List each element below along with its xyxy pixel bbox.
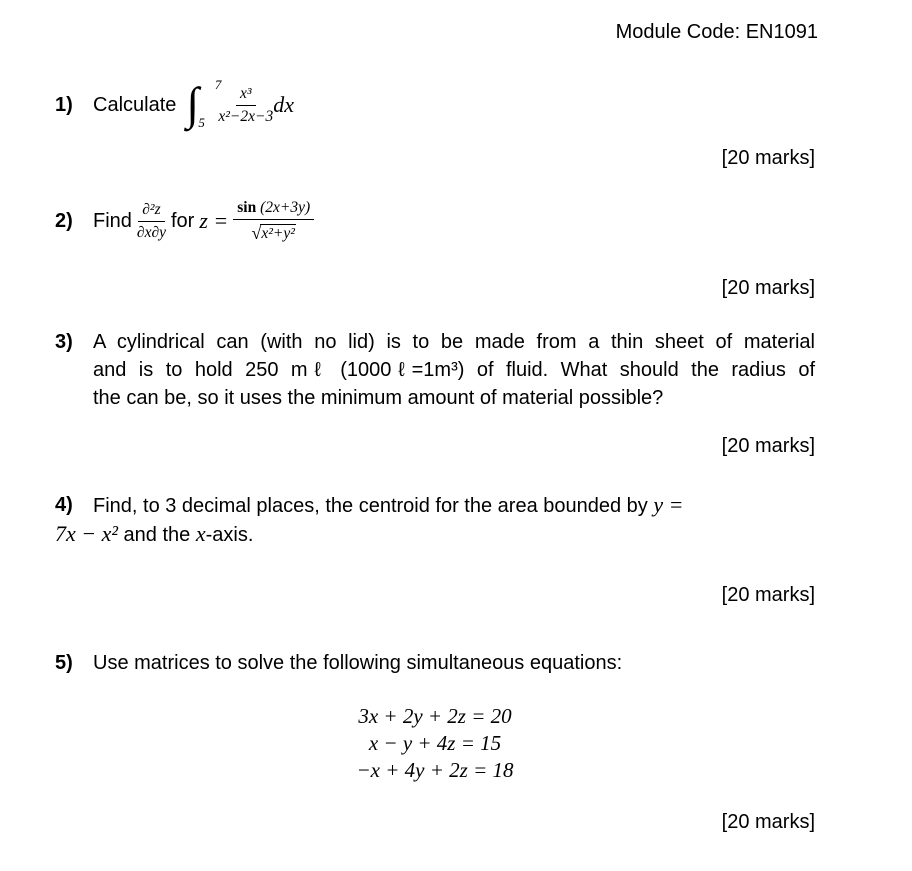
question-2-number: 2)	[55, 209, 73, 232]
question-1	[55, 76, 294, 134]
question-3-line-3: the can be, so it uses the minimum amount of material possible?	[93, 387, 664, 409]
question-2-text: Find	[93, 209, 132, 232]
question-4-text: Find, to 3 decimal places, the centroid for the area bounded by	[93, 495, 648, 517]
q2-partial-fraction	[137, 201, 166, 242]
radicand: x²+y²	[261, 225, 295, 242]
question-3-line-2: and is to hold 250 mℓ (1000ℓ=1m³) of fluid. What should the radius of	[93, 359, 815, 381]
q1-fraction	[218, 85, 273, 126]
question-4-text-3: -axis.	[205, 524, 254, 546]
question-4	[55, 491, 815, 549]
integral-lower-limit: 5	[198, 115, 205, 130]
q2-sqrt-denominator	[251, 220, 295, 243]
module-code: Module Code: EN1091	[615, 21, 818, 43]
marks-q5: [20 marks]	[721, 811, 815, 833]
question-4-text-2: and the	[123, 524, 191, 546]
question-2	[55, 190, 314, 252]
integral-upper-limit: 7	[214, 77, 222, 92]
q2-z-equals: z =	[199, 208, 229, 233]
q1-fraction-denominator: x²−2x−3	[218, 107, 274, 125]
equation-1: 3x + 2y + 2z = 20	[358, 704, 512, 728]
marks-q2: [20 marks]	[721, 277, 815, 299]
question-4-number: 4)	[55, 494, 73, 516]
question-4-line-1	[55, 491, 815, 520]
q4-parabola-expression: 7x − x²	[55, 521, 118, 546]
equation-2: x − y + 4z = 15	[368, 731, 502, 755]
question-3-line-1: A cylindrical can (with no lid) is to be made from a thin sheet of material	[93, 331, 815, 353]
question-5-number: 5)	[55, 651, 73, 674]
question-4-line-2	[55, 520, 815, 549]
question-5-text: Use matrices to solve the following simultaneous equations:	[93, 651, 623, 674]
question-3-number: 3)	[55, 331, 73, 353]
q1-dx: dx	[273, 92, 294, 117]
marks-q1: [20 marks]	[721, 147, 815, 169]
q2-sin-fraction	[233, 199, 314, 243]
marks-q3: [20 marks]	[721, 435, 815, 457]
question-3-lines	[55, 328, 815, 412]
q1-fraction-numerator: x³	[236, 85, 256, 106]
equation-3: −x + 4y + 2z = 18	[356, 758, 514, 782]
q2-partial-denominator: ∂x∂y	[136, 223, 166, 241]
integral-symbol	[186, 76, 222, 134]
question-1-number: 1)	[55, 93, 73, 116]
q2-sin-numerator	[233, 199, 314, 220]
sin-argument: (2x+3y)	[260, 199, 311, 217]
q4-y-equals: y =	[653, 492, 684, 517]
q4-x-variable: x	[195, 521, 206, 546]
marks-q4: [20 marks]	[721, 584, 815, 606]
question-1-text: Calculate	[93, 93, 177, 116]
simultaneous-equations	[55, 703, 815, 784]
q2-partial-numerator: ∂²z	[138, 201, 164, 222]
question-5	[55, 649, 622, 677]
question-3	[55, 328, 815, 412]
integral-glyph: ∫	[186, 78, 199, 129]
radical-sign: √	[251, 223, 262, 243]
q2-for-text: for	[170, 209, 195, 232]
sin-function: sin	[237, 199, 257, 217]
